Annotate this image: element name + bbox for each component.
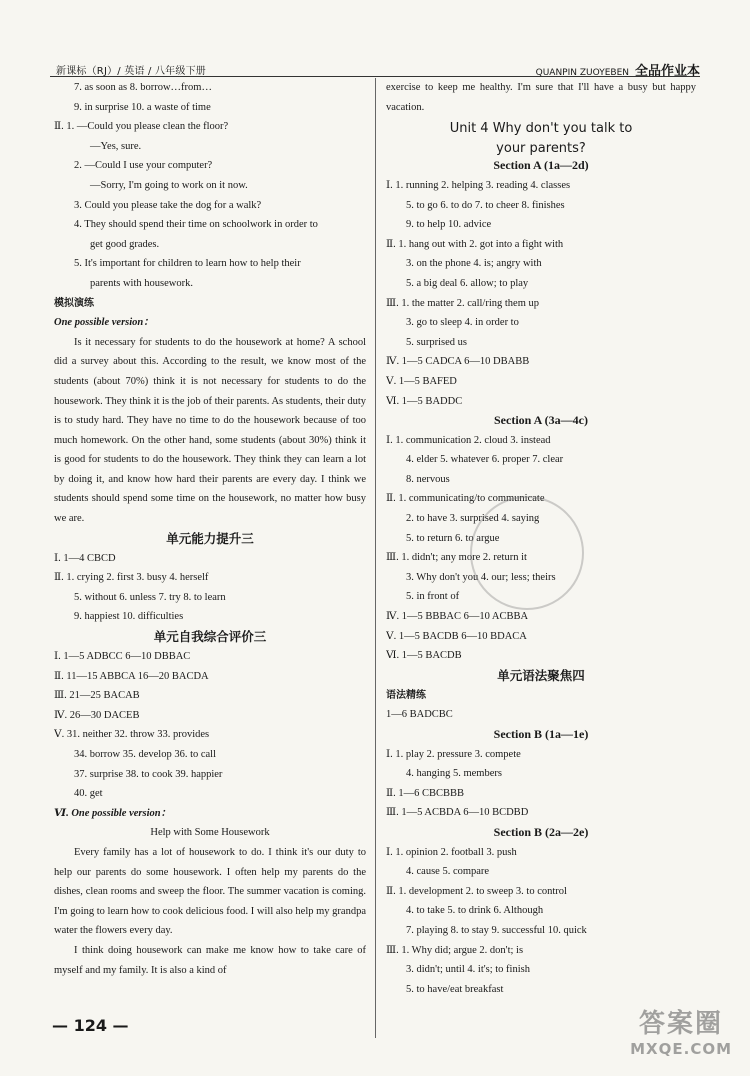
right-column-line: 2. to have 3. surprised 4. saying [406,513,540,525]
right-column-line: Section A (3a—4c) [494,413,588,428]
left-column-line: Ⅱ. 1. —Could you please clean the floor? [54,121,229,133]
right-column-line: Ⅰ. 1. communication 2. cloud 3. instead [386,434,551,446]
right-column-line: 8. nervous [406,473,450,485]
right-column-line: 4. cause 5. compare [406,866,490,878]
right-column-line: Ⅰ. 1. opinion 2. football 3. push [386,846,517,858]
watermark-line2: MXQE.COM [630,1040,732,1058]
left-column-line: get good grades. [90,238,160,250]
right-column-line: Section B (2a—2e) [493,824,589,839]
right-column-line: Ⅳ. 1—5 CADCA 6—10 DBABB [386,356,530,368]
right-column-line: your parents? [496,140,586,156]
right-column-line: 4. elder 5. whatever 6. proper 7. clear [406,454,564,466]
right-column-line: 5. to return 6. to argue [406,532,500,544]
right-column-line: Ⅱ. 1—6 CBCBBB [386,787,465,799]
header-brand: 全品作业本 [634,64,700,79]
left-column-line: 单元自我综合评价三 [153,629,267,645]
right-column-line: 4. hanging 5. members [406,768,502,780]
left-column-line: Ⅰ. 1—5 ADBCC 6—10 DBBAC [54,651,191,663]
right-column-line: Ⅰ. 1. play 2. pressure 3. compete [386,748,521,760]
right-column-line: Ⅲ. 1. the matter 2. call/ring them up [386,297,540,309]
right-column-line: Unit 4 Why don't you talk to [449,121,633,137]
right-column-line: Ⅱ. 1. hang out with 2. got into a fight with [386,238,564,250]
right-column-line: 5. to have/eat breakfast [406,983,504,995]
left-column-line: Ⅲ. 21—25 BACAB [54,690,140,702]
left-column-line: Is it necessary for students to do the housework at home? A school did a survey about this. According to the result, we know most of the students (about 70%) think it is not necessary for students to do the housework. They think it is the job of their parents. As students, their duty is to study hard. They have no time to do the housework because of too much homework. On the other hand, some students (about 30%) think it is good for students to do the housework. They think they can learn a lot by doing it, and know how hard their parents are every day. I think we students should spend some time on the housework, no matter how busy we are. [54,336,366,525]
right-column-line: Ⅴ. 1—5 BACDB 6—10 BDACA [386,630,527,642]
right-column-line: 3. Why don't you 4. our; less; theirs [406,571,556,583]
stamp-mark [470,496,584,610]
left-column-line: 4. They should spend their time on schoolwork in order to [74,219,318,231]
left-column-line: 5. It's important for children to learn how to help their [74,258,301,270]
left-column-line: Ⅱ. 11—15 ABBCA 16—20 BACDA [54,670,209,682]
right-column-line: Ⅴ. 1—5 BAFED [386,375,457,387]
watermark-logo [630,1003,732,1058]
right-column-line: 5. a big deal 6. allow; to play [406,277,529,289]
right-column-line: 1—6 BADCBC [386,709,453,721]
left-column-line: 模拟演练 [54,297,94,309]
left-column-line: 5. without 6. unless 7. try 8. to learn [74,591,226,603]
left-column-line: 7. as soon as 8. borrow…from… [74,82,212,93]
left-column-line: Ⅵ. One possible version： [54,807,172,819]
left-column-line: 2. —Could I use your computer? [74,160,213,172]
right-column-line: 5. in front of [406,591,460,603]
left-column-line: One possible version： [54,317,154,329]
header-brand-pinyin: QUANPIN ZUOYEBEN [535,68,629,78]
left-column-line: —Sorry, I'm going to work on it now. [90,179,248,191]
right-column-line: Section A (1a—2d) [493,158,589,173]
right-column-line: Ⅵ. 1—5 BADDC [386,395,463,407]
left-column-line: 9. happiest 10. difficulties [74,611,184,623]
right-column-line: 5. to go 6. to do 7. to cheer 8. finishes [406,199,565,211]
right-column-line: 3. didn't; until 4. it's; to finish [406,964,530,976]
left-column-line: Ⅳ. 26—30 DACEB [54,709,140,721]
right-column-line: 3. on the phone 4. is; angry with [406,258,542,270]
left-column [54,78,366,980]
page-number: — 124 — [52,1016,129,1035]
watermark-line1: 答案圈 [639,1009,724,1039]
left-column-line: I think doing housework can make me know how to take care of myself and my family. It is also a kind of [54,944,366,976]
right-column-line: 语法精练 [386,689,426,701]
right-column-line: exercise to keep me healthy. I'm sure that I'll have a busy but happy vacation. [386,82,696,113]
right-column-line: 3. go to sleep 4. in order to [406,317,519,329]
right-column-line: 7. playing 8. to stay 9. successful 10. quick [406,924,587,936]
right-column-line: Ⅲ. 1—5 ACBDA 6—10 BCDBD [386,807,529,819]
left-column-line: Every family has a lot of housework to do. I think it's our duty to help our parents do some housework. I often help my parents do the dishes, clean rooms and sweep the floor. The summer vacation is coming. I'm going to learn how to cook delicious food. I will also help my grandpa water the flowers every day. [54,846,366,937]
right-column-line: 4. to take 5. to drink 6. Although [406,905,544,917]
left-column-line: —Yes, sure. [90,140,142,152]
left-column-line: Help with Some Housework [150,827,270,839]
right-column-line: Ⅱ. 1. development 2. to sweep 3. to control [386,885,567,897]
left-column-line: 37. surprise 38. to cook 39. happier [74,768,223,780]
right-column-line: Ⅱ. 1. communicating/to communicate [386,493,545,505]
column-divider [375,78,376,1038]
left-column-line: 40. get [74,788,103,800]
header-rule [50,76,700,77]
right-column-line: 5. surprised us [406,336,467,348]
right-column-line: Ⅲ. 1. didn't; any more 2. return it [386,552,527,564]
right-column-line: 9. to help 10. advice [406,219,492,231]
right-column-line: Ⅵ. 1—5 BACDB [386,650,462,662]
header-left: 新课标（RJ）/ 英语 / 八年级下册 [56,66,206,77]
right-column-line: Section B (1a—1e) [493,727,589,741]
right-column-line: Ⅰ. 1. running 2. helping 3. reading 4. classes [386,179,571,191]
right-column-line: Ⅲ. 1. Why did; argue 2. don't; is [386,944,524,956]
left-column-line: parents with housework. [90,277,193,289]
left-column-line: Ⅱ. 1. crying 2. first 3. busy 4. herself [54,572,209,584]
right-column-line: 单元语法聚焦四 [497,667,585,683]
left-column-line: Ⅰ. 1—4 CBCD [54,552,116,564]
left-column-line: 单元能力提升三 [166,530,254,546]
left-column-line: 9. in surprise 10. a waste of time [74,101,211,113]
left-column-line: 3. Could you please take the dog for a walk? [74,199,262,211]
left-column-line: Ⅴ. 31. neither 32. throw 33. provides [54,729,210,741]
left-column-line: 34. borrow 35. develop 36. to call [74,749,217,760]
right-column-line: Ⅳ. 1—5 BBBAC 6—10 ACBBA [386,611,529,623]
